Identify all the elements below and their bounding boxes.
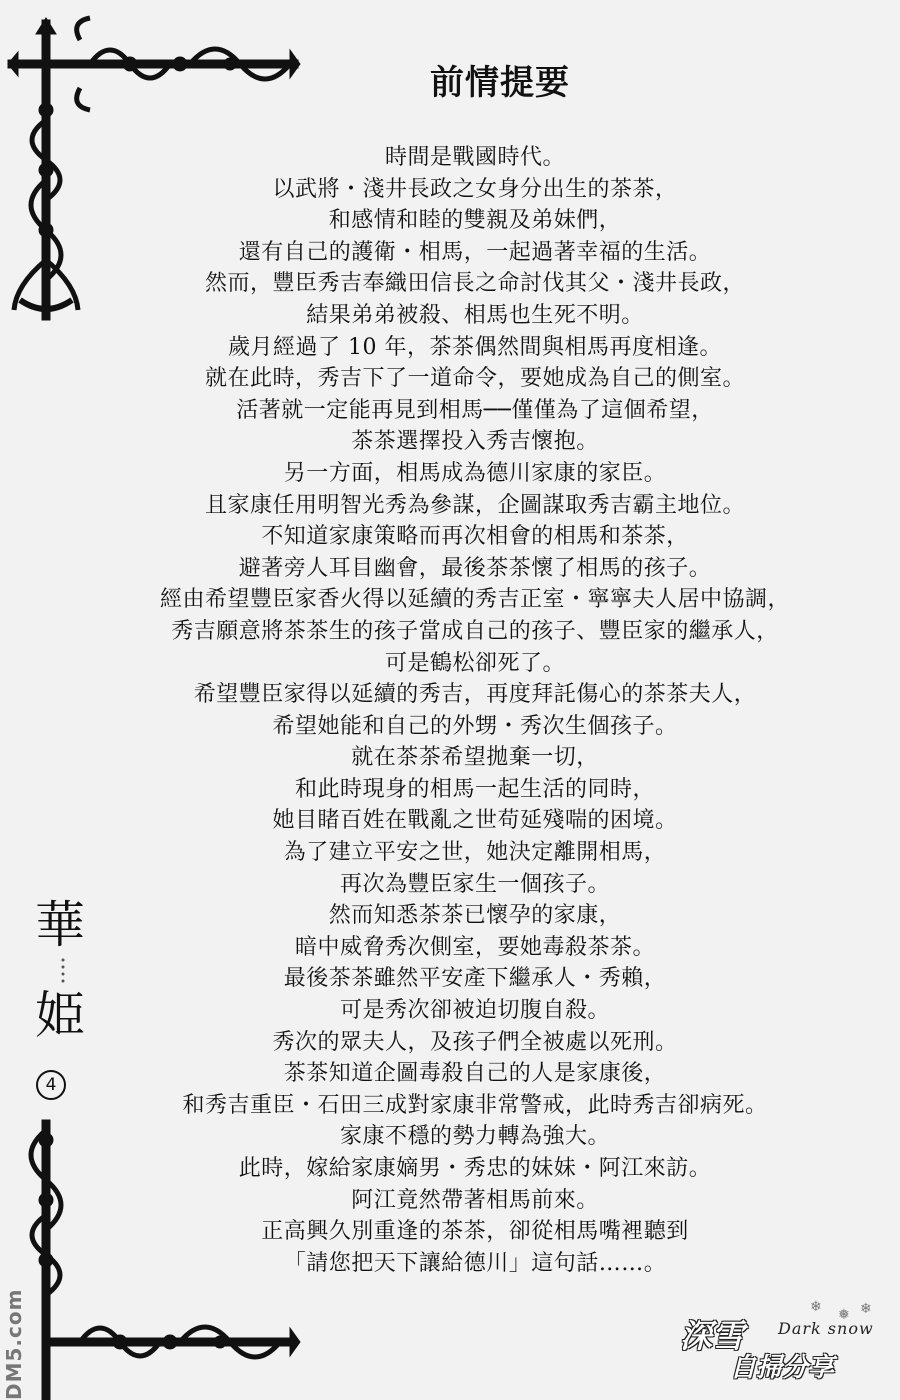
page-title: 前情提要 (430, 63, 570, 103)
snowflake-icon: ❄ (810, 1299, 822, 1315)
text-line: 秀次的眾夫人，及孩子們全被處以死刑。 (272, 1029, 678, 1055)
text-line: 可是秀次卻被迫切腹自殺。 (339, 998, 610, 1024)
scanlation-watermark (660, 1299, 890, 1385)
text-line: 暗中威脅秀次側室，要她毒殺茶茶。 (294, 934, 655, 960)
text-line: 「請您把天下讓給德川」這句話……。 (283, 1250, 667, 1276)
text-line: 和感情和睦的雙親及弟妹們， (328, 208, 622, 234)
text-line: 就在茶茶希望拋棄一切， (351, 745, 599, 771)
text-line: 秀吉願意將茶茶生的孩子當成自己的孩子、豐臣家的繼承人， (171, 618, 779, 644)
site-watermark: DM5.com (2, 1288, 26, 1400)
text-line: 希望她能和自己的外甥・秀次生個孩子。 (272, 713, 678, 739)
snowflake-icon: ❄ (860, 1301, 872, 1317)
text-line: 還有自己的護衛・相馬，一起過著幸福的生活。 (238, 239, 712, 265)
text-line: 活著就一定能再見到相馬──僅僅為了這個希望， (236, 397, 714, 423)
text-line: 歲月經過了 10 年，茶茶偶然間與相馬再度相逢。 (228, 334, 722, 360)
text-line: 時間是戰國時代。 (384, 145, 565, 170)
text-line: 正高興久別重逢的茶茶，卻從相馬嘴裡聽到 (261, 1219, 689, 1245)
text-line: 家康不穩的勢力轉為強大。 (339, 1124, 610, 1150)
text-line: 另一方面，相馬成為德川家康的家臣。 (283, 460, 667, 486)
series-title-bottom: 姫 (35, 986, 85, 1044)
text-line: 經由希望豐臣家香火得以延續的秀吉正室・寧寧夫人居中協調， (159, 587, 790, 613)
watermark-english-text: Dark snow (778, 1319, 874, 1338)
text-line: 以武將・淺井長政之女身分出生的茶茶， (272, 176, 678, 202)
text-line: 避著旁人耳目幽會，最後茶茶懷了相馬的孩子。 (238, 555, 712, 581)
text-line: 茶茶選擇投入秀吉懷抱。 (351, 429, 599, 455)
text-line: 就在此時，秀吉下了一道命令，要她成為自己的側室。 (204, 366, 745, 392)
text-line: 茶茶知道企圖毒殺自己的人是家康後， (283, 1061, 667, 1087)
text-line: 和秀吉重臣・石田三成對家康非常警戒，此時秀吉卻病死。 (182, 1092, 768, 1118)
series-title-top: 華 (35, 896, 85, 954)
text-line: 希望豐臣家得以延續的秀吉，再度拜託傷心的茶茶夫人， (193, 682, 757, 708)
text-line: 此時，嫁給家康嫡男・秀忠的妹妹・阿江來訪。 (238, 1156, 712, 1181)
snowflake-icon: ❅ (838, 1307, 850, 1323)
text-line: 和此時現身的相馬一起生活的同時， (294, 776, 655, 802)
text-line: 結果弟弟被殺、相馬也生死不明。 (306, 302, 644, 328)
text-line: 且家康任用明智光秀為參謀，企圖謀取秀吉霸主地位。 (204, 492, 745, 518)
synopsis-text (95, 142, 855, 1279)
watermark-main-text: 深雪 (680, 1317, 745, 1355)
text-line: 最後茶茶雖然平安產下繼承人・秀賴， (283, 966, 667, 992)
decorative-dots-icon (48, 955, 78, 985)
text-line: 她目睹百姓在戰亂之世苟延殘喘的困境。 (272, 808, 678, 834)
watermark-sub-text: 自掃分享 (730, 1353, 835, 1383)
text-line: 可是鶴松卻死了。 (384, 650, 565, 676)
text-line: 然而知悉茶茶已懷孕的家康， (328, 903, 622, 929)
text-line: 再次為豐臣家生一個孩子。 (339, 871, 610, 897)
text-line: 不知道家康策略而再次相會的相馬和茶茶， (261, 524, 689, 550)
volume-badge: 4 (36, 1070, 66, 1100)
text-line: 然而，豐臣秀吉奉織田信長之命討伐其父・淺井長政， (204, 271, 745, 297)
text-line: 為了建立平安之世，她決定離開相馬， (283, 840, 667, 866)
text-line: 阿江竟然帶著相馬前來。 (351, 1187, 599, 1213)
